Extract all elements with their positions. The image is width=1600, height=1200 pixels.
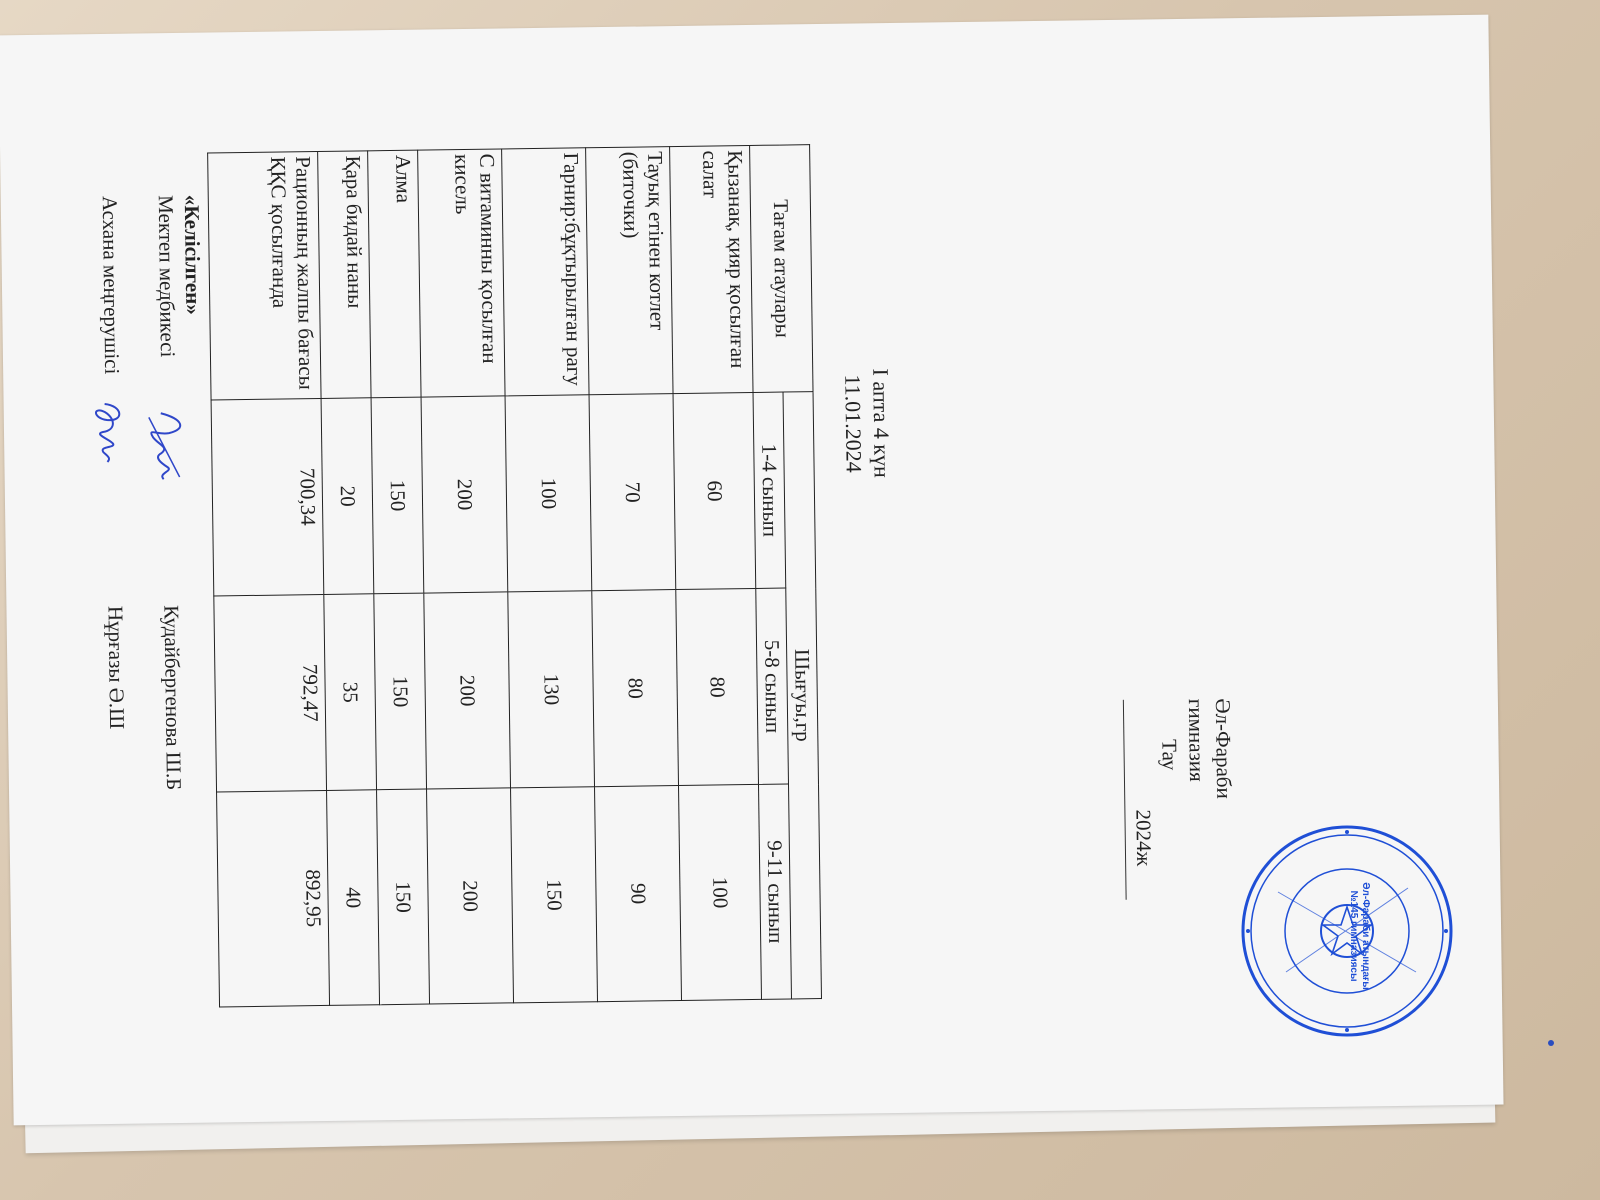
grade-5-8-header: 5-8 сынып — [756, 588, 789, 785]
approval-line-4: 2024ж — [1131, 809, 1157, 867]
portion-9-11: 892,95 — [217, 791, 330, 1007]
portion-9-11: 200 — [427, 788, 514, 1004]
dish-name: С витаминны қосылған кисель — [418, 149, 505, 397]
grade-1-4-header: 1-4 сынып — [753, 392, 786, 589]
agreement-heading: «Келісілген» — [179, 194, 206, 315]
table-row — [502, 148, 598, 1003]
portion-5-8: 200 — [424, 592, 511, 789]
dish-name: Рационның жалпы бағасы ҚҚС қосылғанда — [208, 152, 321, 401]
approval-line-1: Әл-Фараби — [1210, 698, 1237, 799]
canteen-role: Асхана меңгерушісі — [97, 195, 125, 375]
portion-5-8: 130 — [508, 591, 595, 788]
portion-1-4: 200 — [421, 396, 508, 593]
portion-9-11: 100 — [679, 785, 762, 1001]
portion-9-11: 150 — [511, 787, 598, 1003]
table-row — [670, 145, 762, 1000]
canteen-signature — [83, 396, 134, 469]
portion-1-4: 70 — [589, 394, 676, 591]
portion-5-8: 80 — [592, 590, 679, 787]
approval-underline — [1123, 700, 1127, 900]
stamp-text: Әл-Фараби атындағы №145 гимназиясы — [1348, 882, 1371, 990]
portion-9-11: 90 — [595, 786, 682, 1002]
agreement-block — [66, 195, 215, 957]
grade-9-11-header: 9-11 сынып — [758, 784, 791, 999]
table-row — [208, 152, 330, 1007]
portion-1-4: 60 — [673, 392, 756, 589]
portion-5-8: 150 — [374, 593, 427, 790]
approval-line-2: гимназия — [1183, 698, 1209, 782]
dish-name-header: Тағам атаулары — [750, 145, 813, 393]
nurse-name: Кудайбергенова Ш.Б — [159, 604, 187, 791]
portion-1-4: 700,34 — [211, 398, 324, 596]
nurse-signature — [137, 407, 192, 488]
portion-5-8: 80 — [676, 589, 759, 786]
portion-1-4: 20 — [321, 398, 374, 595]
portion-1-4: 100 — [505, 395, 592, 592]
dish-name: Тауық етінен котлет (биточки) — [586, 147, 673, 395]
menu-table — [207, 144, 822, 1007]
nurse-role: Мектеп медбикесі — [153, 194, 180, 358]
document-title: I апта 4 күн — [868, 368, 895, 478]
output-header: Шығуы,гр — [783, 392, 821, 999]
ink-dot — [1548, 1040, 1554, 1046]
portion-9-11: 150 — [377, 789, 430, 1004]
portion-1-4: 150 — [371, 397, 424, 594]
dish-name: Алма — [368, 150, 421, 398]
table-row — [586, 147, 682, 1002]
approval-header — [1123, 698, 1239, 920]
table-row — [418, 149, 514, 1004]
canteen-name: Нұрғазы Ә.Ш — [103, 605, 130, 730]
dish-name: Қара бидай наны — [318, 151, 371, 399]
approval-line-3: Тау — [1157, 739, 1182, 771]
dish-name: Гарнир:бұқтырылған рагу — [502, 148, 589, 396]
dish-name: Қызанақ, қияр қосылған салат — [670, 145, 753, 393]
document-date: 11.01.2024 — [840, 374, 867, 473]
portion-5-8: 35 — [324, 594, 377, 791]
portion-5-8: 792,47 — [214, 595, 327, 793]
portion-9-11: 40 — [327, 790, 380, 1005]
